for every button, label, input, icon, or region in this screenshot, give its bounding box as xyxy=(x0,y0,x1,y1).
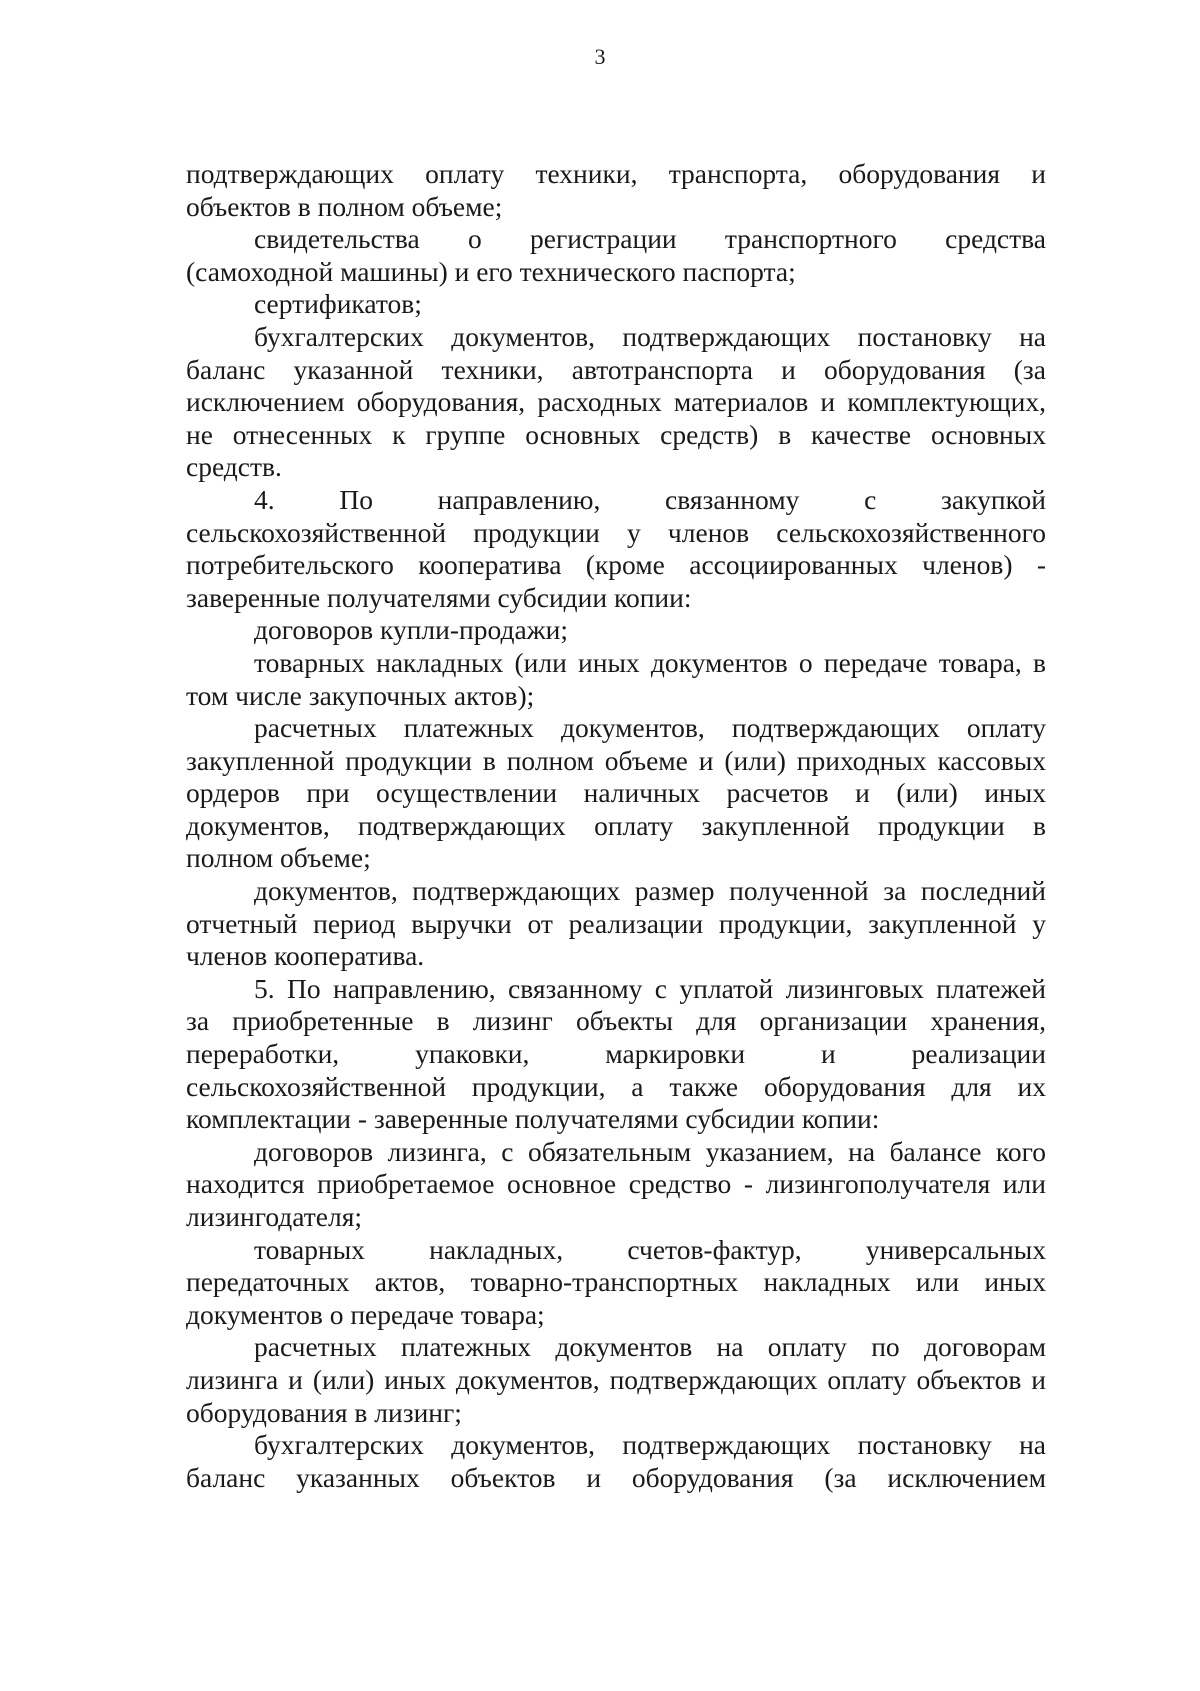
text-line: договоров лизинга, с обязательным указанием, на балансе кого xyxy=(254,1135,1046,1167)
text-line: расчетных платежных документов, подтверждающих оплату xyxy=(254,712,1046,744)
text-line: свидетельства о регистрации транспортного средства xyxy=(254,223,1046,255)
text-line: передаточных актов, товарно-транспортных накладных или иных xyxy=(186,1266,1046,1298)
text-line: том числе закупочных актов); xyxy=(186,679,535,711)
text-line: документов, подтверждающих размер полученной за последний xyxy=(254,875,1046,907)
text-line: полном объеме; xyxy=(186,842,371,874)
text-line: документов, подтверждающих оплату закупленной продукции в xyxy=(186,809,1046,841)
text-line: 4. По направлению, связанному с закупкой xyxy=(254,483,1046,515)
text-line: отчетный период выручки от реализации продукции, закупленной у xyxy=(186,907,1046,939)
text-line: лизингодателя; xyxy=(186,1201,363,1232)
text-line: товарных накладных (или иных документов о передаче товара, в xyxy=(254,646,1046,678)
text-line: бухгалтерских документов, подтверждающих постановку на xyxy=(254,1429,1046,1461)
text-line: сертификатов; xyxy=(254,288,422,320)
text-line: за приобретенные в лизинг объекты для организации хранения, xyxy=(186,1005,1046,1037)
text-line: переработки, упаковки, маркировки и реализации xyxy=(186,1038,1046,1070)
page-number: 3 xyxy=(594,44,606,69)
text-line: баланс указанных объектов и оборудования (за исключением xyxy=(186,1461,1046,1493)
text-line: закупленной продукции в полном объеме и (или) приходных кассовых xyxy=(186,744,1046,776)
document-body xyxy=(186,158,1046,1494)
text-line: членов кооператива. xyxy=(186,940,425,972)
text-line: расчетных платежных документов на оплату по договорам xyxy=(254,1331,1046,1363)
text-line: исключением оборудования, расходных материалов и комплектующих, xyxy=(186,386,1046,418)
text-line: комплектации - заверенные получателями субсидии копии: xyxy=(186,1103,880,1135)
text-line: подтверждающих оплату техники, транспорта, оборудования и xyxy=(186,158,1046,189)
text-line: баланс указанной техники, автотранспорта и оборудования (за xyxy=(186,353,1046,385)
text-line: объектов в полном объеме; xyxy=(186,190,503,222)
text-line: заверенные получателями субсидии копии: xyxy=(186,581,692,613)
text-line: оборудования в лизинг; xyxy=(186,1396,462,1428)
text-line: сельскохозяйственной продукции, а также оборудования для их xyxy=(186,1070,1046,1102)
text-line: сельскохозяйственной продукции у членов сельскохозяйственного xyxy=(186,516,1046,548)
text-line: средств. xyxy=(186,451,282,483)
text-line: бухгалтерских документов, подтверждающих постановку на xyxy=(254,320,1046,352)
text-line: потребительского кооператива (кроме ассоциированных членов) - xyxy=(186,549,1046,581)
text-line: лизинга и (или) иных документов, подтверждающих оплату объектов и xyxy=(186,1363,1046,1395)
text-line: ордеров при осуществлении наличных расчетов и (или) иных xyxy=(186,777,1046,809)
text-line: товарных накладных, счетов-фактур, универсальных xyxy=(254,1233,1046,1265)
text-line: договоров купли-продажи; xyxy=(254,614,569,646)
text-line: находится приобретаемое основное средство - лизингополучателя или xyxy=(186,1168,1046,1200)
text-line: (самоходной машины) и его технического паспорта; xyxy=(186,255,796,287)
text-line: не отнесенных к группе основных средств) в качестве основных xyxy=(186,418,1046,450)
text-line: 5. По направлению, связанному с уплатой лизинговых платежей xyxy=(254,972,1046,1004)
text-line: документов о передаче товара; xyxy=(186,1298,545,1330)
